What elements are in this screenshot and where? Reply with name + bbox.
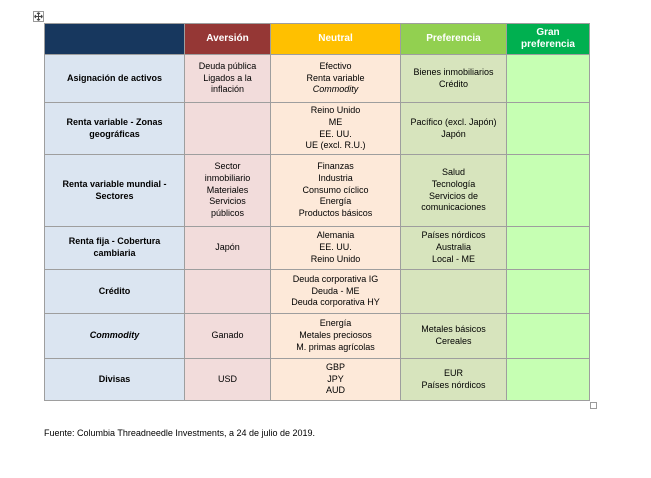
cell-line: EE. UU. [319,128,352,139]
neutral-cell [271,55,401,103]
table-row [45,103,590,155]
table-resize-handle[interactable] [590,402,597,409]
header-strong-preference [507,24,590,55]
cell-line: M. primas agrícolas [296,341,375,352]
preference-cell [401,227,507,270]
cell-line: Japón [441,128,466,139]
table-row [45,270,590,314]
header-blank [45,24,185,55]
cell-line: Energía [319,318,352,329]
table-row [45,314,590,359]
cell-line: UE (excl. R.U.) [305,140,366,151]
neutral-cell [271,270,401,314]
cell-line: Australia [435,242,471,253]
strong-preference-cell [507,155,590,227]
cell-line: GBP [325,361,345,372]
cell-line: Efectivo [319,60,352,71]
table-move-handle-icon[interactable] [33,11,44,22]
strong-preference-cell [507,227,590,270]
aversion-cell [185,55,271,103]
neutral-cell [271,155,401,227]
row-label: Renta fija - Cobertura cambiaria [45,227,185,270]
cell-line: Cereales [435,336,472,346]
preference-cell [401,359,507,401]
cell-line: Crédito [438,78,468,89]
table-header-row [45,24,590,55]
neutral-cell [271,314,401,359]
cell-line: Alemania [316,230,355,241]
preference-cell [401,155,507,227]
row-label: Commodity [45,314,185,359]
row-label: Divisas [45,359,185,401]
row-label: Crédito [45,270,185,314]
strong-preference-cell [507,359,590,401]
cell-line: Consumo cíclico [302,184,369,195]
cell-line: Pacífico (excl. Japón) [410,116,497,127]
header-preference: Preferencia [401,24,507,55]
header-aversion: Aversión [185,24,271,55]
cell-line: Sector [214,161,241,171]
neutral-cell [271,103,401,155]
cell-line: Local - ME [431,253,475,264]
cell-line: Finanzas [317,161,354,171]
cell-line: Servicios de [428,190,479,201]
preference-cell [401,314,507,359]
cell-line: comunicaciones [421,202,486,213]
cell-line: Tecnología [431,178,476,189]
cell-line: Metales preciosos [299,330,372,341]
cell-line: Deuda - ME [311,285,360,296]
cell-line: Bienes inmobiliarios [413,66,494,77]
cell-line: EE. UU. [319,242,352,253]
aversion-cell [185,103,271,155]
aversion-cell [185,155,271,227]
table-row [45,55,590,103]
cell-line: Países nórdicos [421,379,486,390]
cell-line: Commodity [312,84,359,95]
strong-preference-cell [507,55,590,103]
cell-line: Deuda pública [198,60,257,71]
preference-cell [401,103,507,155]
cell-line: Industria [318,172,353,183]
cell-line: Ganado [211,330,244,341]
table-row [45,359,590,401]
aversion-cell [185,359,271,401]
cell-line: públicos [210,208,245,219]
row-label: Renta variable - Zonas geográficas [45,103,185,155]
strong-preference-cell [507,314,590,359]
cell-line: Reino Unido [310,253,361,264]
cell-line: Salud [441,166,466,177]
table-row [45,227,590,270]
neutral-cell [271,227,401,270]
cell-line: Energía [319,196,352,207]
strong-preference-cell [507,103,590,155]
preference-cell [401,55,507,103]
cell-line: Japón [215,242,240,253]
header-neutral: Neutral [271,24,401,55]
row-label: Asignación de activos [45,55,185,103]
cell-line: Reino Unido [310,104,361,115]
aversion-cell [185,270,271,314]
cell-line: USD [217,373,237,384]
cell-line: Ligados a la [203,72,252,83]
cell-line: Deuda corporativa IG [292,273,379,284]
aversion-cell [185,227,271,270]
preference-cell [401,270,507,314]
cell-line: JPY [327,373,344,384]
cell-line: ME [328,116,343,127]
aversion-cell [185,314,271,359]
cell-line: Países nórdicos [421,230,486,241]
asset-allocation-table [44,23,590,401]
neutral-cell [271,359,401,401]
cell-line: Servicios [209,196,246,207]
cell-line: AUD [325,385,345,396]
cell-line: Renta variable [306,72,365,83]
cell-line: Materiales [206,184,249,195]
header-strong-preference-line1: Gran [536,27,560,38]
cell-line: Deuda corporativa HY [291,297,380,308]
cell-line: inflación [210,84,245,95]
header-strong-preference-line2: preferencia [521,39,575,50]
table-row [45,155,590,227]
row-label: Renta variable mundial - Sectores [45,155,185,227]
source-note: Fuente: Columbia Threadneedle Investments, a 24 de julio de 2019. [44,428,316,438]
cell-line: Productos básicos [298,208,373,219]
cell-line: EUR [443,367,463,378]
cell-line: inmobiliario [204,172,251,183]
cell-line: Metales básicos [421,324,486,335]
strong-preference-cell [507,270,590,314]
